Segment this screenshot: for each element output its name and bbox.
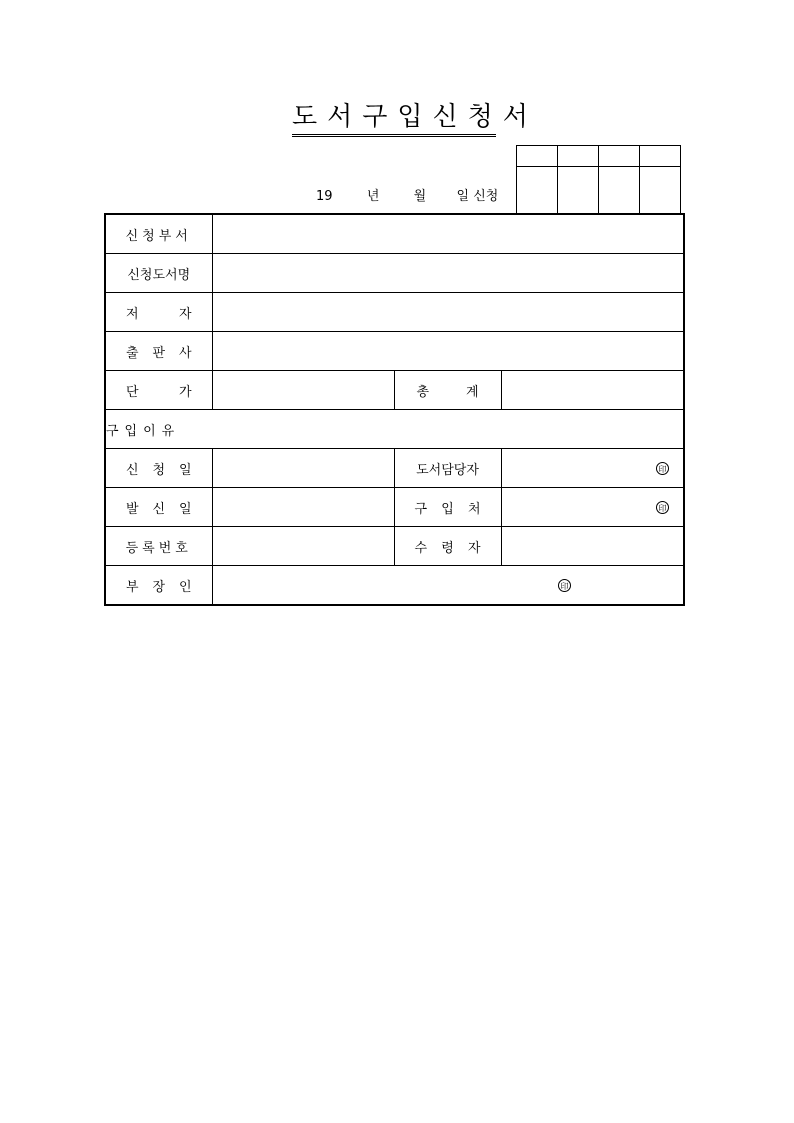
label-char: 일 [178, 462, 192, 478]
label-char: 처 [467, 501, 481, 517]
year-prefix: 19 [316, 189, 333, 204]
send-date-field[interactable] [212, 488, 394, 527]
receiver-label [394, 527, 501, 566]
month-label: 월 [413, 189, 427, 204]
approval-box [516, 145, 681, 214]
seal-icon: 印 [558, 579, 571, 592]
publisher-field[interactable] [212, 332, 684, 371]
day-label: 일 [456, 189, 470, 204]
label-char: 장 [152, 579, 166, 595]
apply-date-field[interactable] [212, 449, 394, 488]
label-char: 신 [126, 462, 139, 478]
page-title: 도서구입신청서 [292, 100, 496, 137]
book-name-label: 신청도서명 [105, 254, 212, 293]
label-char: 구 [414, 501, 428, 517]
label-char: 자 [467, 540, 481, 556]
label-char: 가 [178, 384, 192, 400]
book-manager-label: 도서담당자 [394, 449, 501, 488]
reason-label: 구입이유 [106, 423, 181, 439]
apply-date-label [105, 449, 212, 488]
book-name-field[interactable] [212, 254, 684, 293]
year-label: 년 [366, 189, 380, 204]
label-char: 단 [126, 384, 139, 400]
purchase-place-label [394, 488, 501, 527]
author-field[interactable] [212, 293, 684, 332]
dept-field[interactable] [212, 214, 684, 254]
label-char: 령 [441, 540, 454, 556]
author-label [105, 293, 212, 332]
unit-price-label [105, 371, 212, 410]
application-date [316, 185, 498, 204]
total-field[interactable] [501, 371, 684, 410]
label-char: 부 [126, 579, 139, 595]
receiver-field[interactable] [501, 527, 684, 566]
total-label [394, 371, 501, 410]
seal-icon: 印 [656, 462, 669, 475]
reg-no-label: 등록번호 [105, 527, 212, 566]
label-char: 청 [152, 462, 166, 478]
label-char: 수 [414, 540, 428, 556]
label-char: 출 [126, 345, 139, 361]
approval-cell[interactable] [517, 146, 558, 167]
purchase-place-field[interactable] [501, 488, 684, 527]
label-char: 계 [465, 384, 479, 400]
label-char: 사 [178, 345, 192, 361]
apply-suffix: 신청 [473, 189, 499, 204]
publisher-label [105, 332, 212, 371]
manager-approval-label [105, 566, 212, 606]
unit-price-field[interactable] [212, 371, 394, 410]
label-char: 저 [126, 306, 139, 322]
dept-label: 신청부서 [105, 214, 212, 254]
label-char: 일 [178, 501, 192, 517]
label-char: 총 [416, 384, 430, 400]
approval-cell[interactable] [517, 167, 558, 214]
label-char: 판 [152, 345, 166, 361]
approval-cell[interactable] [599, 167, 640, 214]
reason-field[interactable] [105, 410, 684, 449]
request-form [104, 213, 685, 606]
label-char: 신 [152, 501, 166, 517]
approval-cell[interactable] [558, 167, 599, 214]
approval-cell[interactable] [599, 146, 640, 167]
book-manager-field[interactable] [501, 449, 684, 488]
label-char: 발 [126, 501, 139, 517]
label-char: 자 [178, 306, 192, 322]
approval-cell[interactable] [558, 146, 599, 167]
approval-cell[interactable] [640, 146, 681, 167]
label-char: 입 [441, 501, 454, 517]
reg-no-field[interactable] [212, 527, 394, 566]
label-char: 인 [178, 579, 192, 595]
approval-cell[interactable] [640, 167, 681, 214]
seal-icon: 印 [656, 501, 669, 514]
send-date-label [105, 488, 212, 527]
manager-approval-field[interactable] [212, 566, 684, 606]
